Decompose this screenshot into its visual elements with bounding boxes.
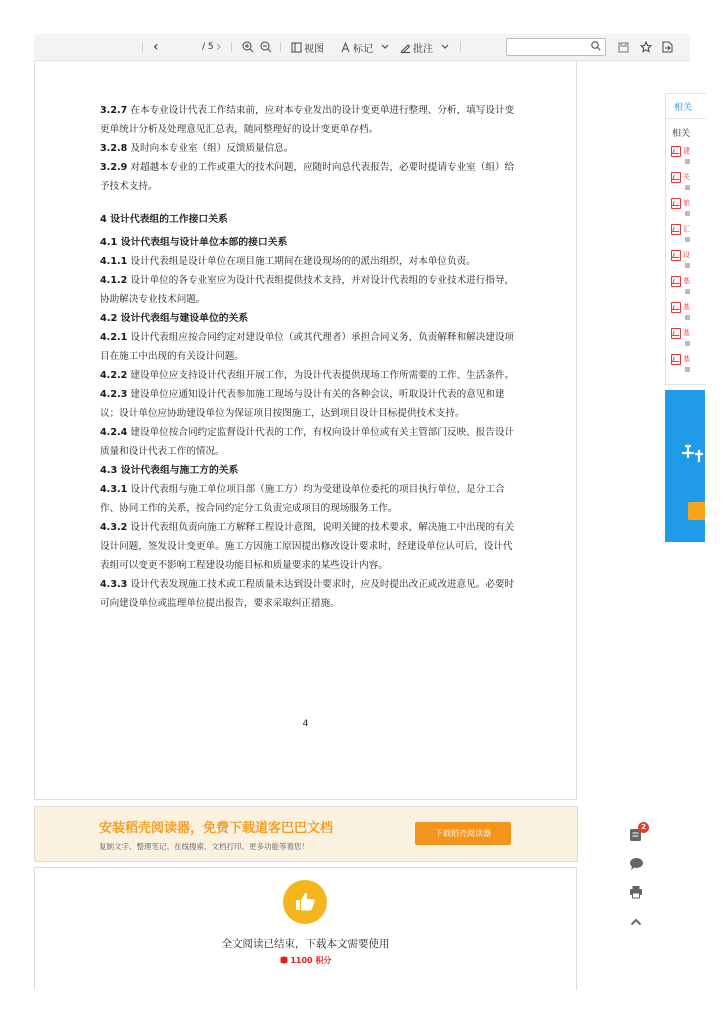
save-button[interactable] [618, 34, 629, 60]
chevron-down-icon [381, 44, 389, 50]
toolbar-separator [142, 42, 143, 52]
related-doc-title: 基 [683, 355, 690, 363]
clause-text: 及时向本专业室（组）反馈质量信息。 [130, 143, 294, 154]
zoom-out-button[interactable] [260, 34, 272, 60]
related-doc-title: 旅 [683, 199, 690, 207]
clause-number: 3.2.9 [100, 162, 128, 173]
printer-icon [629, 885, 643, 899]
clause-text: 在本专业设计代表工作结束前，应对本专业发出的设计变更单进行整理、分析，填写设计变更单统计分析及处理意见汇总表，随同整理好的设计变更单存档。 [100, 105, 515, 135]
highlight-icon [340, 42, 351, 53]
clause-text: 设计代表发现施工技术或工程质量未达到设计要求时，应及时提出改正或改进意见。必要时可向建设单位或监理单位提出报告，要求采取纠正措施。 [100, 579, 515, 609]
paragraph [100, 518, 520, 575]
paragraph [100, 423, 520, 461]
chevron-up-icon [630, 918, 642, 926]
related-doc-item[interactable] [671, 302, 705, 328]
clause-number: 4.3.1 [100, 484, 128, 495]
related-doc-item[interactable] [671, 198, 705, 224]
promo-title: 安装稻壳阅读器，免费下载道客巴巴文档 [99, 821, 334, 836]
pdf-icon [671, 302, 681, 313]
meta-marker [685, 315, 690, 320]
toolbar-separator [231, 42, 232, 52]
clause-text: 设计单位的各专业室应为设计代表组提供技术支持，并对设计代表组的专业技术进行指导，协助解决专业技术问题。 [100, 275, 515, 305]
prev-label: ‹ [153, 39, 159, 55]
related-doc-item[interactable] [671, 276, 705, 302]
paragraph [100, 101, 520, 139]
thumbs-up-icon [283, 880, 327, 924]
reader-promo-banner [34, 806, 578, 862]
clause-number: 4.2.1 [100, 332, 128, 343]
pdf-icon [671, 250, 681, 261]
toolbar-separator [460, 42, 461, 52]
divider [666, 118, 706, 119]
notes-button[interactable] [626, 824, 646, 844]
annotate-label: 批注 [413, 43, 433, 55]
pdf-icon [671, 328, 681, 339]
clause-number: 4.2.4 [100, 427, 128, 438]
zoom-in-icon [242, 41, 254, 53]
star-icon [640, 41, 652, 53]
clause-number: 4.2.2 [100, 370, 128, 381]
meta-marker [685, 237, 690, 242]
clause-number: 4.1.2 [100, 275, 128, 286]
clause-number: 4.3.2 [100, 522, 128, 533]
coin-icon [280, 956, 288, 964]
meta-marker [685, 185, 690, 190]
related-doc-title: 基 [683, 303, 690, 311]
clause-number: 3.2.8 [100, 143, 128, 154]
clause-text: 对超越本专业的工作或重大的技术问题，应随时向总代表报告，必要时提请专业室（组）给予技术支持。 [100, 162, 515, 192]
related-tab[interactable]: 相关 [674, 103, 693, 113]
clause-text: 设计代表组负责向施工方解释工程设计意图，说明关键的技术要求，解决施工中出现的有关设计问题，签发设计变更单。施工方因施工原因提出修改设计要求时，经建设单位认可后，设计代表组可以变更不影响工程建设功能目标和质量要求的某些设计内容。 [100, 522, 515, 571]
section-heading: 4 设计代表组的工作接口关系 [100, 214, 228, 225]
view-label: 视图 [304, 43, 324, 55]
related-docs-panel [665, 93, 706, 385]
clause-text: 建设单位应通知设计代表参加施工现场与设计有关的各种会议，听取设计代表的意见和建议；设计单位应协助建设单位为保证项目按图施工，达到项目设计目标提供技术支持。 [100, 389, 505, 419]
comment-button[interactable] [626, 854, 646, 874]
paragraph [100, 575, 520, 613]
page-total: / 5 [202, 42, 214, 52]
meta-marker [685, 159, 690, 164]
related-doc-item[interactable] [671, 250, 705, 276]
paragraph [100, 385, 520, 423]
clause-number: 4.1.1 [100, 256, 128, 267]
related-header: 相关 [672, 129, 691, 139]
side-advertisement[interactable] [665, 390, 705, 542]
document-page [34, 61, 577, 800]
ad-graphic [679, 444, 705, 464]
meta-marker [685, 367, 690, 372]
clause-text: 设计代表组是设计单位在项目施工期间在建设现场的的派出组织，对本单位负责。 [130, 256, 476, 267]
paragraph [100, 252, 520, 271]
pdf-toolbar [34, 34, 690, 61]
print-button[interactable] [626, 882, 646, 902]
back-to-top-button[interactable] [626, 912, 646, 932]
view-layout-icon [291, 42, 302, 53]
subsection-heading: 4.3 设计代表组与施工方的关系 [100, 465, 239, 476]
save-icon [618, 42, 629, 53]
related-doc-title: 建 [683, 147, 690, 155]
related-doc-item[interactable] [671, 172, 705, 198]
search-icon[interactable] [591, 41, 601, 51]
paragraph [100, 366, 520, 385]
related-doc-item[interactable] [671, 146, 705, 172]
pdf-icon [671, 146, 681, 157]
promo-subtitle: 复制文字、整理笔记、在线搜索、文档打印、更多功能等着您！ [99, 842, 309, 851]
paragraph [100, 328, 520, 366]
annotate-button[interactable] [400, 34, 449, 60]
related-doc-title: 基 [683, 277, 690, 285]
pen-icon [400, 42, 411, 53]
paragraph [100, 158, 520, 196]
export-button[interactable] [662, 34, 673, 60]
pdf-icon [671, 224, 681, 235]
meta-marker [685, 263, 690, 268]
mark-button[interactable] [340, 34, 389, 60]
meta-marker [685, 289, 690, 294]
pdf-icon [671, 354, 681, 365]
related-doc-item[interactable] [671, 224, 705, 250]
clause-number: 4.3.3 [100, 579, 128, 590]
related-doc-item[interactable] [671, 354, 705, 380]
page-number: 4 [302, 719, 309, 729]
zoom-out-icon [260, 41, 272, 53]
pdf-icon [671, 172, 681, 183]
toolbar-separator [280, 42, 281, 52]
related-doc-title: 关 [683, 173, 690, 181]
related-doc-title: 汇 [683, 225, 690, 233]
subsection-heading: 4.1 设计代表组与设计单位本部的接口关系 [100, 237, 288, 248]
download-cost [35, 955, 576, 966]
reading-end-message: 全文阅读已结束，下载本文需要使用 [221, 938, 390, 950]
clause-text: 建设单位按合同约定监督设计代表的工作，有权向设计单位或有关主管部门反映、报告设计质量和设计代表工作的情况。 [100, 427, 515, 457]
related-doc-title: 基 [683, 329, 690, 337]
paragraph [100, 271, 520, 309]
zoom-in-button[interactable] [242, 34, 254, 60]
prev-page-button[interactable] [153, 34, 159, 60]
meta-marker [685, 211, 690, 216]
reading-end-panel [34, 867, 577, 990]
document-body [100, 101, 520, 613]
ad-button[interactable] [688, 502, 705, 520]
next-label: › [216, 39, 222, 55]
paragraph [100, 480, 520, 518]
related-doc-title: 设 [683, 251, 690, 259]
clause-number: 3.2.7 [100, 105, 128, 116]
search-box [506, 38, 606, 56]
clause-text: 设计代表组应按合同约定对建设单位（或其代理者）承担合同义务，负责解释和解决建设项目在施工中出现的有关设计问题。 [100, 332, 515, 362]
download-reader-button[interactable]: 下载稻壳阅读器 [415, 822, 511, 845]
next-page-button[interactable] [216, 34, 222, 60]
notification-badge: 2 [638, 822, 649, 833]
subsection-heading: 4.2 设计代表组与建设单位的关系 [100, 313, 249, 324]
document-export-icon [662, 41, 673, 53]
comment-icon [629, 857, 644, 871]
view-button[interactable] [291, 34, 324, 60]
mark-label: 标记 [353, 43, 373, 55]
clause-text: 设计代表组与施工单位项目部（施工方）均为受建设单位委托的项目执行单位，是分工合作、协同工作的关系，按合同约定分工负责完成项目的现场服务工作。 [100, 484, 505, 514]
chevron-down-icon [441, 44, 449, 50]
clause-text: 建设单位应支持设计代表组开展工作，为设计代表提供现场工作所需要的工作、生活条件。 [130, 370, 515, 381]
related-doc-item[interactable] [671, 328, 705, 354]
pdf-icon [671, 276, 681, 287]
meta-marker [685, 341, 690, 346]
pdf-icon [671, 198, 681, 209]
clause-number: 4.2.3 [100, 389, 128, 400]
favorite-button[interactable] [640, 34, 652, 60]
cost-value: 1100 积分 [290, 956, 332, 965]
page-indicator [194, 34, 214, 60]
paragraph [100, 139, 520, 158]
search-input[interactable] [507, 39, 593, 53]
